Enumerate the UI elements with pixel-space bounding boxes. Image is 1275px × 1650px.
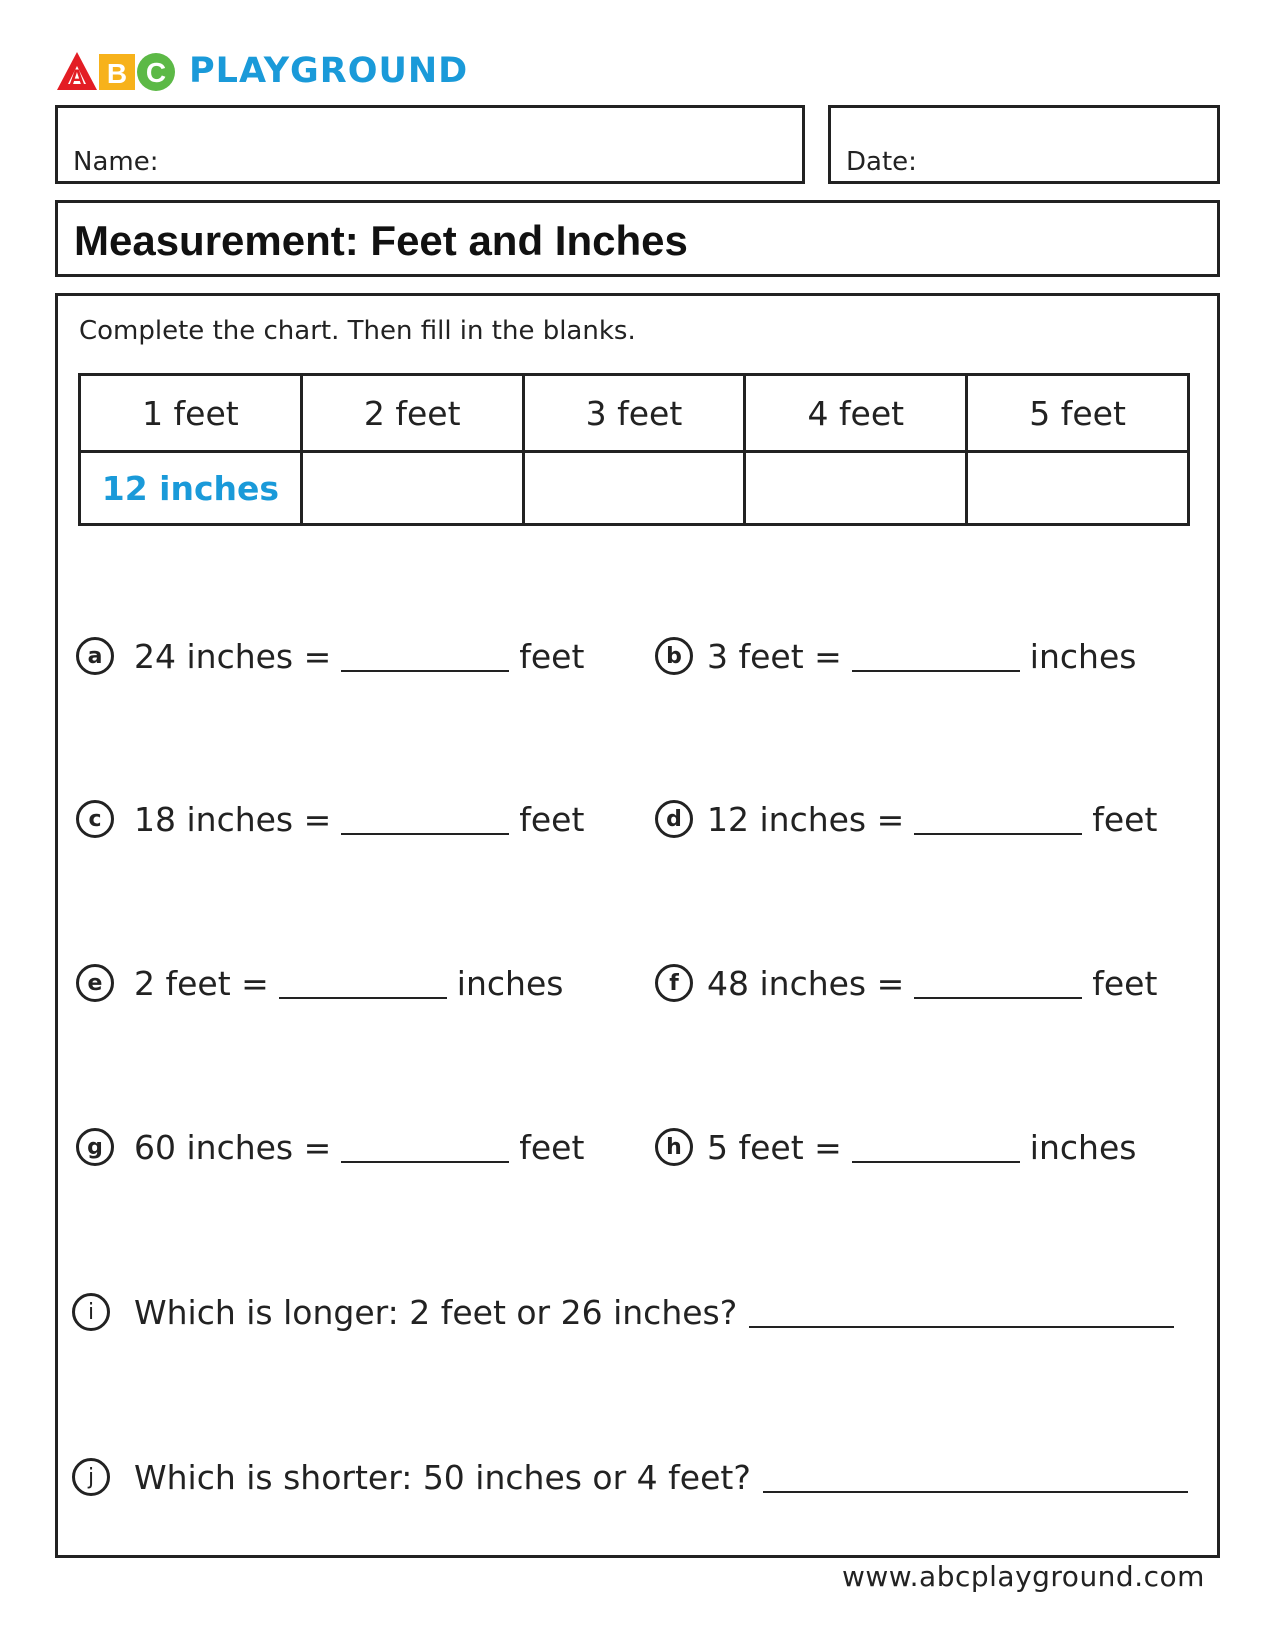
question-c bbox=[76, 797, 584, 841]
answer-blank[interactable] bbox=[341, 1131, 509, 1163]
chart-header-cell: 4 feet bbox=[746, 376, 968, 450]
question-letter: j bbox=[72, 1458, 110, 1496]
question-unit: feet bbox=[519, 636, 585, 676]
question-prompt: Which is longer: 2 feet or 26 inches? bbox=[134, 1292, 738, 1332]
question-letter: e bbox=[76, 964, 114, 1002]
chart-answer-cell[interactable] bbox=[303, 453, 525, 523]
question-unit: inches bbox=[1029, 1127, 1137, 1167]
page-title: Measurement: Feet and Inches bbox=[74, 217, 688, 264]
name-field[interactable] bbox=[55, 105, 805, 184]
question-letter: c bbox=[76, 800, 114, 838]
chart-header-cell: 2 feet bbox=[303, 376, 525, 450]
logo-letter-b: B bbox=[106, 58, 128, 89]
answer-blank[interactable] bbox=[279, 967, 447, 999]
logo-letter-a: A bbox=[69, 65, 85, 90]
question-letter: a bbox=[76, 637, 114, 675]
question-unit: feet bbox=[1092, 799, 1158, 839]
question-unit: feet bbox=[519, 799, 585, 839]
answer-blank[interactable] bbox=[914, 967, 1082, 999]
answer-blank[interactable] bbox=[914, 803, 1082, 835]
question-g bbox=[76, 1125, 584, 1169]
question-unit: feet bbox=[1092, 963, 1158, 1003]
logo-letter-c: C bbox=[145, 57, 167, 88]
question-prompt: 3 feet = bbox=[707, 636, 842, 676]
question-prompt: 2 feet = bbox=[134, 963, 269, 1003]
question-unit: inches bbox=[1029, 636, 1137, 676]
question-letter: f bbox=[655, 964, 693, 1002]
date-field[interactable] bbox=[828, 105, 1220, 184]
chart-answer-cell[interactable] bbox=[525, 453, 747, 523]
question-f bbox=[655, 961, 1157, 1005]
chart-header-cell: 5 feet bbox=[1029, 393, 1126, 433]
question-d bbox=[655, 797, 1157, 841]
brand-logo bbox=[55, 50, 475, 94]
question-unit: inches bbox=[456, 963, 564, 1003]
question-letter: b bbox=[655, 637, 693, 675]
abc-blocks-icon bbox=[55, 50, 189, 94]
answer-blank[interactable] bbox=[852, 640, 1020, 672]
question-j bbox=[72, 1455, 1198, 1499]
question-prompt: 48 inches = bbox=[707, 963, 905, 1003]
logo-wordmark: PLAYGROUND bbox=[189, 51, 469, 91]
chart-answer-row bbox=[81, 453, 1187, 523]
question-b bbox=[655, 634, 1136, 678]
answer-blank[interactable] bbox=[341, 803, 509, 835]
answer-blank[interactable] bbox=[852, 1131, 1020, 1163]
chart-header-cell: 3 feet bbox=[525, 376, 747, 450]
answer-blank[interactable] bbox=[749, 1296, 1174, 1328]
question-unit: feet bbox=[519, 1127, 585, 1167]
title-box bbox=[55, 200, 1220, 277]
chart-header-cell: 1 feet bbox=[81, 376, 303, 450]
question-a bbox=[76, 634, 584, 678]
question-prompt: 18 inches = bbox=[134, 799, 332, 839]
question-letter: i bbox=[72, 1293, 110, 1331]
chart-answer-cell[interactable] bbox=[746, 453, 968, 523]
question-e bbox=[76, 961, 563, 1005]
chart-answer-cell: 12 inches bbox=[81, 453, 303, 523]
question-letter: h bbox=[655, 1128, 693, 1166]
question-letter: g bbox=[76, 1128, 114, 1166]
question-h bbox=[655, 1125, 1136, 1169]
question-letter: d bbox=[655, 800, 693, 838]
question-prompt: Which is shorter: 50 inches or 4 feet? bbox=[134, 1457, 751, 1497]
instructions: Complete the chart. Then fill in the blanks. bbox=[79, 316, 636, 346]
conversion-chart bbox=[78, 373, 1190, 526]
question-prompt: 5 feet = bbox=[707, 1127, 842, 1167]
answer-blank[interactable] bbox=[341, 640, 509, 672]
website-url: www.abcplayground.com bbox=[842, 1560, 1205, 1593]
question-i bbox=[72, 1290, 1184, 1334]
chart-header-row bbox=[81, 376, 1187, 453]
date-label: Date: bbox=[846, 147, 917, 177]
name-label: Name: bbox=[73, 147, 159, 177]
question-prompt: 12 inches = bbox=[707, 799, 905, 839]
chart-answer-cell[interactable] bbox=[968, 453, 1187, 523]
question-prompt: 24 inches = bbox=[134, 636, 332, 676]
question-prompt: 60 inches = bbox=[134, 1127, 332, 1167]
answer-blank[interactable] bbox=[763, 1461, 1188, 1493]
